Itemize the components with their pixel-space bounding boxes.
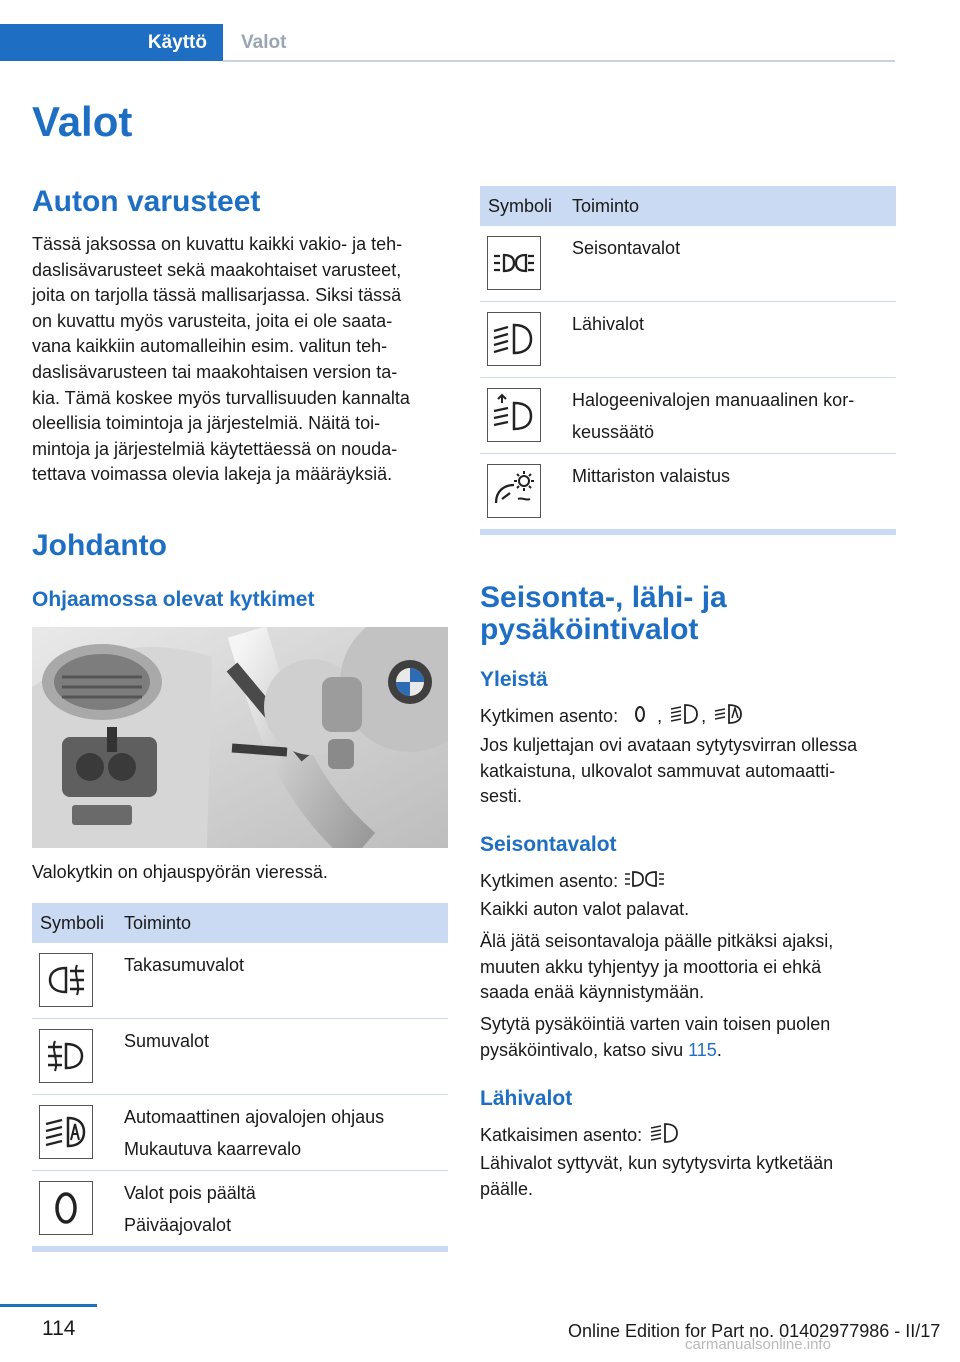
front-fog-light-icon <box>39 1029 93 1083</box>
yleista-switch-position: Kytkimen asento: , , <box>480 701 745 730</box>
chapter-tab[interactable]: Käyttö <box>0 24 223 61</box>
parking-light-icon <box>623 866 673 892</box>
parking-light-icon <box>487 236 541 290</box>
table-end-rule <box>32 1247 448 1252</box>
section-title-varusteet: Auton varusteet <box>32 185 261 218</box>
low-beam-icon <box>487 312 541 366</box>
table-row: Seisontavalot <box>480 226 896 302</box>
table-row: Lähivalot <box>480 302 896 378</box>
subsection-title-kytkimet: Ohjaamossa olevat kytkimet <box>32 588 315 611</box>
seisontavalot-switch-position: Kytkimen asento: <box>480 866 673 895</box>
subsection-title-seisontavalot: Seisontavalot <box>480 833 617 856</box>
low-beam-icon <box>647 1120 681 1146</box>
automatic-headlight-icon <box>39 1105 93 1159</box>
header-divider <box>223 60 895 62</box>
table-header: Symboli Toiminto <box>32 903 448 943</box>
table-row: Halogeenivalojen manuaalinen kor- keussäätö <box>480 378 896 454</box>
page-title: Valot <box>32 98 133 145</box>
yleista-paragraph: Jos kuljettajan ovi avataan sytytysvirran ollessa katkaistuna, ulkovalot sammuvat automaatti- sesti. <box>480 735 858 807</box>
headlight-range-icon <box>487 388 541 442</box>
illustration-caption: Valokytkin on ohjauspyörän vieressä. <box>32 862 328 882</box>
rear-fog-light-icon <box>39 953 93 1007</box>
table-row: Mittariston valaistus <box>480 454 896 530</box>
table-row: Sumuvalot <box>32 1019 448 1095</box>
section-title-valot: Seisonta-, lähi- ja pysäköintivalot <box>480 581 727 647</box>
table-row: Valot pois päältä Päiväajovalot <box>32 1171 448 1247</box>
lights-off-icon <box>39 1181 93 1235</box>
dashboard-illustration <box>32 627 448 848</box>
seisontavalot-text-3: Sytytä pysäköintiä varten vain toisen puolen pysäköintivalo, katso sivu 115. <box>480 1014 831 1060</box>
edition-note: Online Edition for Part no. 01402977986 - II/17 <box>568 1321 941 1341</box>
subsection-title-yleista: Yleistä <box>480 668 548 691</box>
seisontavalot-text-1: Kaikki auton valot palavat. <box>480 899 690 919</box>
subsection-title-lahivalot: Lähivalot <box>480 1087 573 1110</box>
varusteet-paragraph: Tässä jaksossa on kuvattu kaikki vakio- ja teh- daslisävarusteet sekä maakohtaiset varusteet, joita on tarjolla tässä mallisarjassa. Siksi tässä on kuvattu myös varusteita, joita ei ole saata- vana kaikkiin automalleihin esim. valitun teh- daslisävarusteen tai maakohtaisen version ta- kia. Tämä koskee myös turvallisuuden kannalta oleellisia toimintoja ja järjestelmiä. Näitä toi- mintoja ja järjestelmiä käytettäessä on nouda- tettava voimassa olevia lakeja ja määräyksiä. <box>32 234 410 485</box>
symbol-table-left <box>32 903 448 1252</box>
instrument-lighting-icon <box>487 464 541 518</box>
footer-rule <box>0 1304 97 1307</box>
seisontavalot-warning: Älä jätä seisontavaloja päälle pitkäksi ajaksi, muuten akku tyhjentyy ja moottoria ei ehkä saada enää käynnistymään. <box>480 931 834 1003</box>
lahivalot-switch-position: Katkaisimen asento: <box>480 1120 681 1149</box>
table-header: Symboli Toiminto <box>480 186 896 226</box>
table-end-rule <box>480 530 896 535</box>
lahivalot-paragraph: Lähivalot syttyvät, kun sytytysvirta kytketään päälle. <box>480 1153 834 1199</box>
page-number: 114 <box>42 1317 76 1340</box>
low-beam-icon <box>667 701 701 727</box>
table-row: Takasumuvalot <box>32 943 448 1019</box>
section-title-johdanto: Johdanto <box>32 529 167 562</box>
section-tab[interactable]: Valot <box>241 31 287 53</box>
symbol-table-right <box>480 186 896 535</box>
automatic-headlight-icon <box>711 701 745 727</box>
page-link-115[interactable]: 115 <box>688 1039 717 1060</box>
lights-off-icon <box>623 701 657 727</box>
watermark: carmanualsonline.info <box>685 1336 831 1353</box>
table-row: Automaattinen ajovalojen ohjaus Mukautuva kaarrevalo <box>32 1095 448 1171</box>
